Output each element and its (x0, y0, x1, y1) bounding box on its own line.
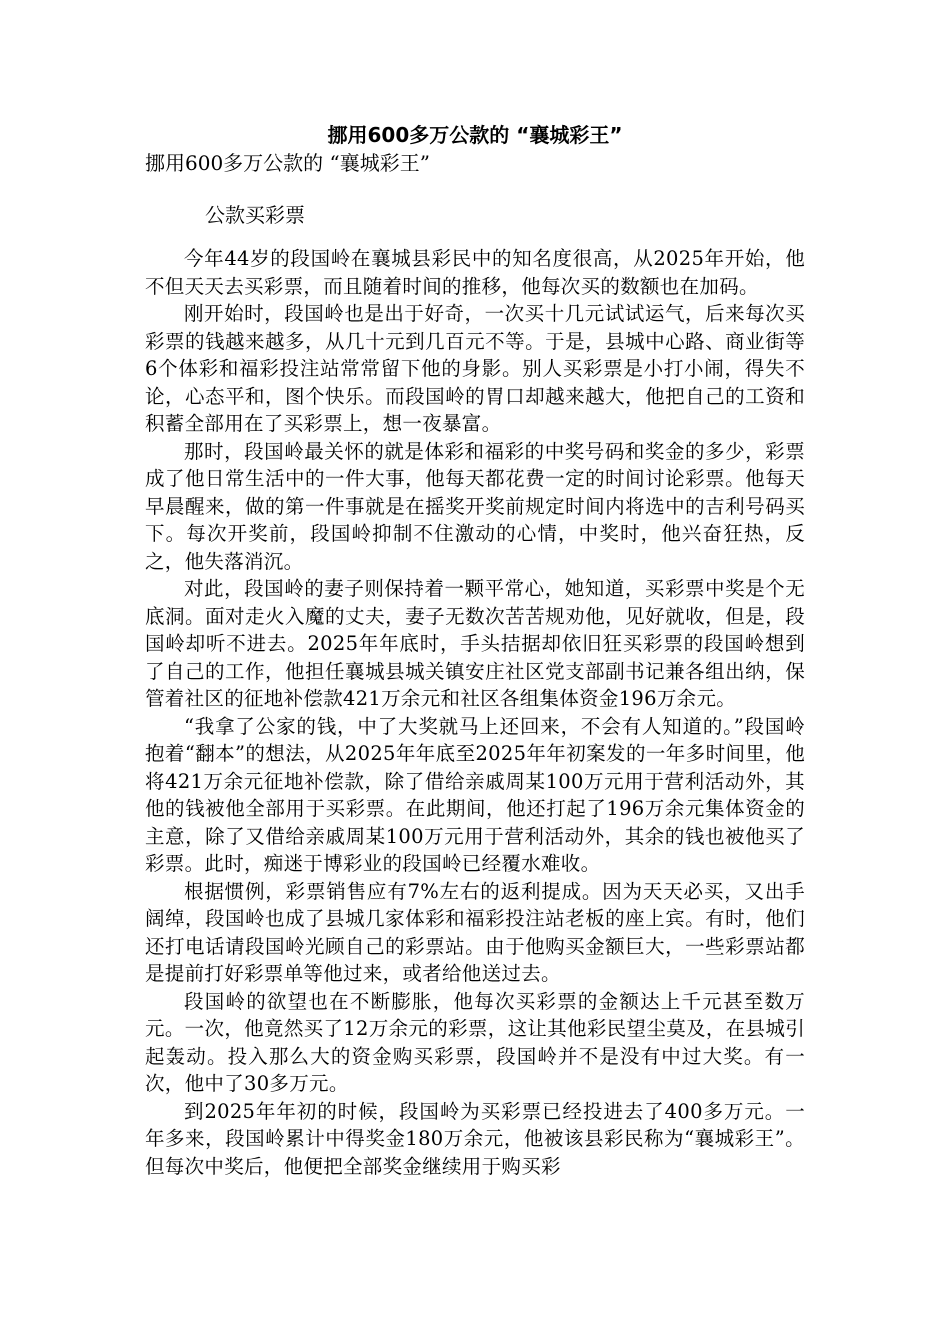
paragraph-8: 到2025年年初的时候，段国岭为买彩票已经投进去了400多万元。一年多来，段国岭累计中得奖金180万余元，他被该县彩民称为“襄城彩王”。但每次中奖后，他便把全部奖金继续用于购买彩 (145, 1099, 805, 1178)
paragraph-6: 根据惯例，彩票销售应有7%左右的返利提成。因为天天必买，又出手阔绰，段国岭也成了县城几家体彩和福彩投注站老板的座上宾。有时，他们还打电话请段国岭光顾自己的彩票站。由于他购买金额巨大，一些彩票站都是提前打好彩票单等他过来，或者给他送过去。 (145, 879, 805, 985)
paragraph-2: 刚开始时，段国岭也是出于好奇，一次买十几元试试运气，后来每次买彩票的钱越来越多，从几十元到几百元不等。于是，县城中心路、商业街等6个体彩和福彩投注站常常留下他的身影。别人买彩票是小打小闹，得失不论，心态平和，图个快乐。而段国岭的胃口却越来越大，他把自己的工资和积蓄全部用在了买彩票上，想一夜暴富。 (145, 302, 805, 435)
paragraph-3: 那时，段国岭最关怀的就是体彩和福彩的中奖号码和奖金的多少，彩票成了他日常生活中的一件大事，他每天都花费一定的时间讨论彩票。他每天早晨醒来，做的第一件事就是在摇奖开奖前规定时间内将选中的吉利号码买下。每次开奖前，段国岭抑制不住激动的心情，中奖时，他兴奋狂热，反之，他失落消沉。 (145, 439, 805, 573)
paragraph-7: 段国岭的欲望也在不断膨胀，他每次买彩票的金额达上千元甚至数万元。一次，他竟然买了12万余元的彩票，这让其他彩民望尘莫及，在县城引起轰动。投入那么大的资金购买彩票，段国岭并不是没有中过大奖。有一次，他中了30多万元。 (145, 989, 805, 1095)
repeated-title: 挪用600多万公款的 “襄城彩王” (145, 151, 430, 175)
document-title: 挪用600多万公款的 “襄城彩王” (327, 123, 623, 147)
paragraph-4: 对此，段国岭的妻子则保持着一颗平常心，她知道，买彩票中奖是个无底洞。面对走火入魔的丈夫，妻子无数次苦苦规劝他，见好就收，但是，段国岭却听不进去。2025年年底时，手头拮据却依旧狂买彩票的段国岭想到了自己的工作，他担任襄城县城关镇安庄社区党支部副书记兼各组出纳，保管着社区的征地补偿款421万余元和社区各组集体资金196万余元。 (145, 577, 805, 710)
paragraph-5: “我拿了公家的钱，中了大奖就马上还回来，不会有人知道的。”段国岭抱着“翻本”的想法，从2025年年底至2025年年初案发的一年多时间里，他将421万余元征地补偿款，除了借给亲戚周某100万元用于营利活动外，其他的钱被他全部用于买彩票。在此期间，他还打起了196万余元集体资金的主意，除了又借给亲戚周某100万元用于营利活动外，其余的钱也被他买了彩票。此时，痴迷于博彩业的段国岭已经覆水难收。 (145, 714, 805, 875)
article-body (145, 245, 805, 1180)
section-heading: 公款买彩票 (205, 203, 305, 227)
paragraph-1: 今年44岁的段国岭在襄城县彩民中的知名度很高，从2025年开始，他不但天天去买彩票，而且随着时间的推移，他每次买的数额也在加码。 (145, 247, 805, 298)
